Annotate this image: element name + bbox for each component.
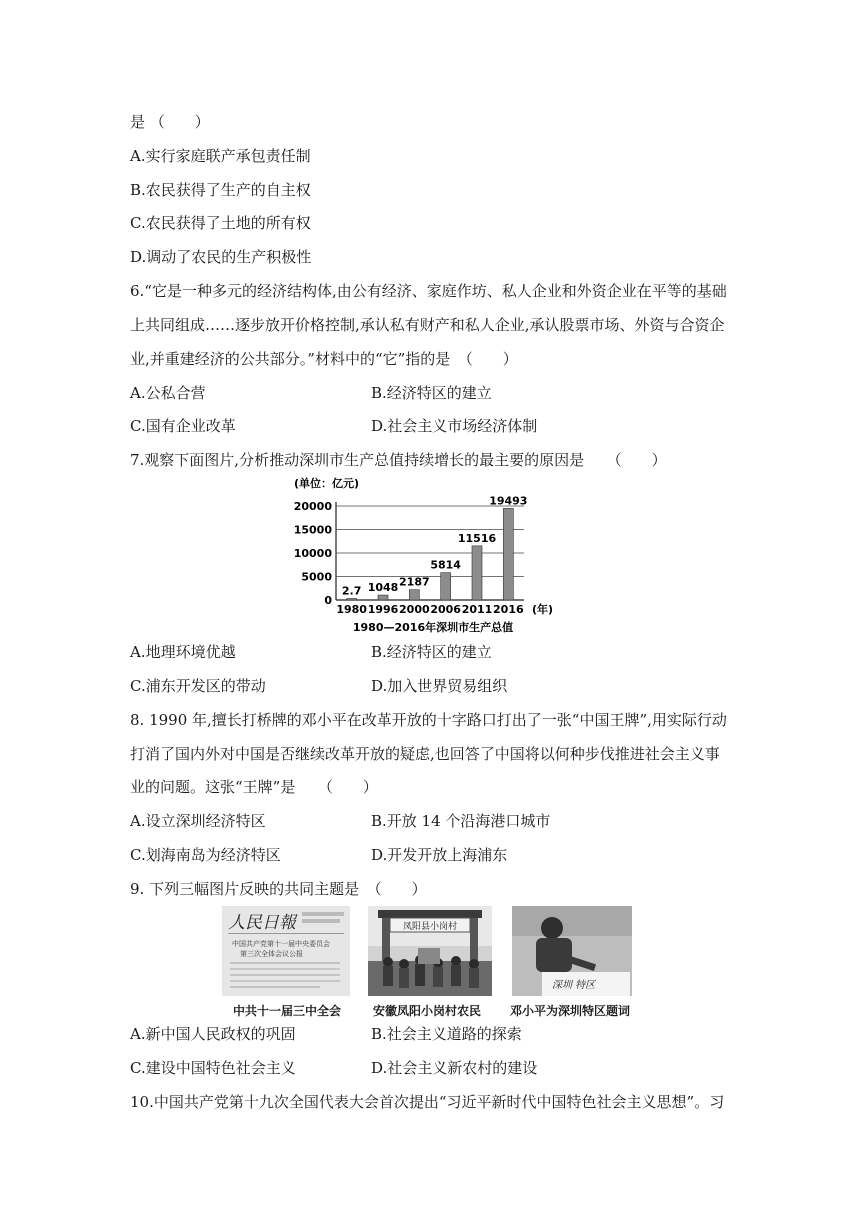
- q6-option-c: C.国有企业改革: [130, 417, 236, 435]
- q8-option-c: C.划海南岛为经济特区: [130, 846, 281, 864]
- x-tick-label: 2006: [430, 603, 461, 616]
- x-tick-label: 1980: [336, 603, 367, 616]
- gate-sign: 凤阳县小岗村: [402, 922, 458, 932]
- q7-option-c: C.浦东开发区的带动: [130, 677, 266, 695]
- question-8-line-1: 8. 1990 年,擅长打桥牌的邓小平在改革开放的十字路口打出了一张“中国王牌”,用实际行动: [130, 711, 727, 729]
- bar-value-label: 19493: [489, 494, 528, 508]
- q9-option-b: B.社会主义道路的探索: [371, 1025, 522, 1043]
- question-7: 7.观察下面图片,分析推动深圳市生产总值持续增长的最主要的原因是 （ ）: [130, 451, 667, 469]
- calligraphy-photo: [512, 906, 632, 996]
- question-5-tail: 是 （ ）: [130, 113, 210, 131]
- q8-option-a: A.设立深圳经济特区: [130, 812, 266, 830]
- svg-text:深圳 特区: 深圳 特区: [552, 980, 596, 991]
- q6-option-d: D.社会主义市场经济体制: [371, 417, 538, 435]
- q6-option-a: A.公私合营: [130, 384, 206, 402]
- bar-2000: [409, 590, 419, 600]
- village-gate-photo: [368, 906, 492, 996]
- svg-text:中国共产党第十一届中央委员会: 中国共产党第十一届中央委员会: [232, 940, 330, 948]
- bar-value-label: 2.7: [341, 584, 362, 598]
- gdp-bar-chart: [292, 474, 574, 636]
- x-tick-label: 2011: [461, 603, 493, 616]
- q8-option-b: B.开放 14 个沿海港口城市: [371, 812, 551, 830]
- q9-option-a: A.新中国人民政权的巩固: [130, 1025, 296, 1043]
- question-8-line-3: 业的问题。这张“王牌”是 （ ）: [130, 778, 378, 796]
- newspaper-masthead: 人民日報: [228, 913, 296, 933]
- q9-option-d: D.社会主义新农村的建设: [371, 1059, 538, 1077]
- x-tick-label: 1996: [367, 603, 399, 616]
- q7-option-d: D.加入世界贸易组织: [371, 677, 508, 695]
- q7-option-a: A.地理环境优越: [130, 643, 236, 661]
- question-6-line-2: 上共同组成……逐步放开价格控制,承认私有财产和私人企业,承认股票市场、外资与合资企: [130, 316, 725, 334]
- y-tick-label: 0: [324, 594, 332, 607]
- caption-calligraphy: 邓小平为深圳特区题词: [510, 1004, 631, 1018]
- q9-option-c: C.建设中国特色社会主义: [130, 1059, 296, 1077]
- caption-village: 安徽凤阳小岗村农民: [373, 1004, 482, 1018]
- q8-option-d: D.开发开放上海浦东: [371, 846, 508, 864]
- caption-newspaper: 中共十一届三中全会: [233, 1004, 342, 1018]
- bar-2016: [503, 508, 513, 600]
- chart-unit-label: (单位：亿元): [294, 477, 360, 490]
- question-6-line-3: 业,并重建经济的公共部分。”材料中的“它”指的是 （ ）: [130, 350, 518, 368]
- q5-option-c: C.农民获得了土地的所有权: [130, 214, 311, 232]
- bar-2011: [472, 546, 482, 600]
- question-6-line-1: 6.“它是一种多元的经济结构体,由公有经济、家庭作坊、私人企业和外资企业在平等的基础: [130, 282, 727, 300]
- bar-value-label: 2187: [399, 575, 430, 589]
- question-9: 9. 下列三幅图片反映的共同主题是 （ ）: [130, 880, 427, 898]
- q6-option-b: B.经济特区的建立: [371, 384, 492, 402]
- bar-2006: [441, 573, 451, 600]
- bar-1980: [347, 599, 357, 601]
- q5-option-a: A.实行家庭联产承包责任制: [130, 147, 311, 165]
- bar-value-label: 5814: [430, 558, 461, 572]
- question-10: 10.中国共产党第十九次全国代表大会首次提出“习近平新时代中国特色社会主义思想”。习: [130, 1093, 725, 1111]
- question-8-line-2: 打消了国内外对中国是否继续改革开放的疑虑,也回答了中国将以何种步伐推进社会主义事: [130, 745, 720, 763]
- svg-text:第三次全体会议公报: 第三次全体会议公报: [240, 950, 303, 958]
- y-tick-label: 15000: [293, 523, 332, 537]
- newspaper-photo: [222, 906, 350, 996]
- bar-value-label: 1048: [367, 581, 399, 595]
- chart-x-unit: (年): [532, 603, 554, 616]
- y-tick-label: 20000: [293, 500, 332, 513]
- bar-1996: [378, 595, 388, 600]
- y-tick-label: 5000: [301, 570, 332, 584]
- x-tick-label: 2000: [399, 603, 430, 616]
- q5-option-d: D.调动了农民的生产积极性: [130, 248, 312, 266]
- x-tick-label: 2016: [493, 603, 524, 616]
- gdp-bar-chart-svg: [292, 474, 574, 636]
- q7-option-b: B.经济特区的建立: [371, 643, 492, 661]
- bar-value-label: 11516: [457, 531, 497, 545]
- q5-option-b: B.农民获得了生产的自主权: [130, 181, 311, 199]
- chart-title: 1980—2016年深圳市生产总值: [352, 621, 514, 634]
- y-tick-label: 10000: [293, 547, 332, 560]
